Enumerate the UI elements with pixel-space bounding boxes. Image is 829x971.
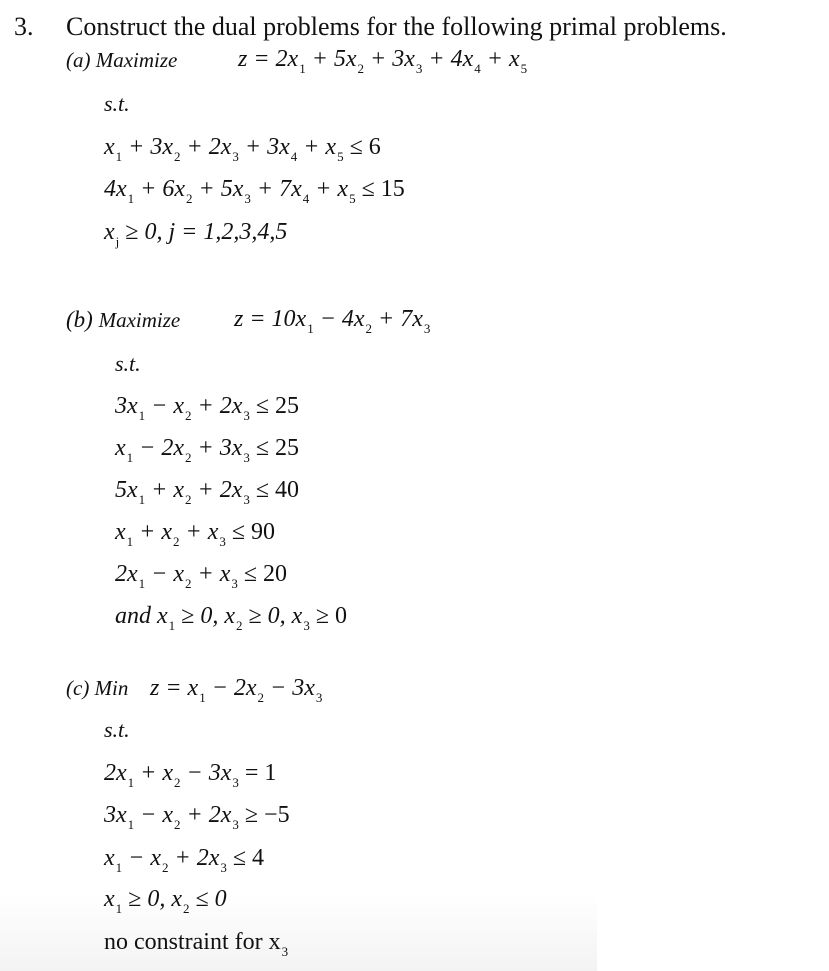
part-a-nonnegativity: $x_j \ge 0$, j = 1,2,3,4,5 [104, 219, 288, 249]
part-b-word: Maximize [98, 308, 181, 332]
part-b-constraint-2: $x_1 - 2x_2 + 3x_3 \le 25$ [115, 435, 300, 465]
part-a-label: (a) Maximize [66, 48, 178, 72]
part-a-objective: $z = 2x_1 + 5x_2 + 3x_3 + 4x_4 + x_5$ [238, 46, 528, 76]
page-shadow [0, 893, 597, 971]
part-b-constraint-1: $3x_1 - x_2 + 2x_3 \le 25$ [115, 393, 300, 423]
part-c-sign-restrictions: $x_1 \ge 0$, $x_2 \le 0$ [104, 886, 227, 916]
part-b-label [66, 308, 180, 331]
part-c-subject-to: s.t. [104, 717, 130, 742]
part-a-constraint-2: $4x_1 + 6x_2 + 5x_3 + 7x_4 + x_5 \le 15$ [104, 176, 405, 206]
part-c-objective: $z = x_1 - 2x_2 - 3x_3$ [150, 675, 323, 705]
problem-heading: Construct the dual problems for the following primal problems. [66, 12, 727, 41]
part-b-constraint-3: $5x_1 + x_2 + 2x_3 \le 40$ [115, 477, 300, 507]
problem-number: 3. [14, 12, 34, 41]
part-c-unrestricted-note: no constraint for $x_3$ [104, 929, 289, 959]
part-c-constraint-2: $3x_1 - x_2 + 2x_3 \ge -5$ [104, 802, 290, 832]
part-b-constraint-4: $x_1 + x_2 + x_3 \le 90$ [115, 519, 276, 549]
part-c-constraint-3: $x_1 - x_2 + 2x_3 \le 4$ [104, 845, 265, 875]
part-b-objective: $z = 10x_1 - 4x_2 + 7x_3$ [234, 306, 431, 336]
part-b-nonnegativity: and $x_1 \ge 0$, $x_2 \ge 0$, $x_3 \ge 0$ [115, 603, 347, 633]
part-b-subject-to: s.t. [115, 351, 141, 376]
part-a-constraint-1: $x_1 + 3x_2 + 2x_3 + 3x_4 + x_5 \le 6$ [104, 134, 381, 164]
part-a-subject-to: s.t. [104, 91, 130, 116]
part-c-constraint-1: $2x_1 + x_2 - 3x_3 = 1$ [104, 760, 277, 790]
part-b-paren: (b) [66, 307, 93, 332]
part-c-label: (c) Min [66, 676, 129, 700]
part-b-constraint-5: $2x_1 - x_2 + x_3 \le 20$ [115, 561, 288, 591]
